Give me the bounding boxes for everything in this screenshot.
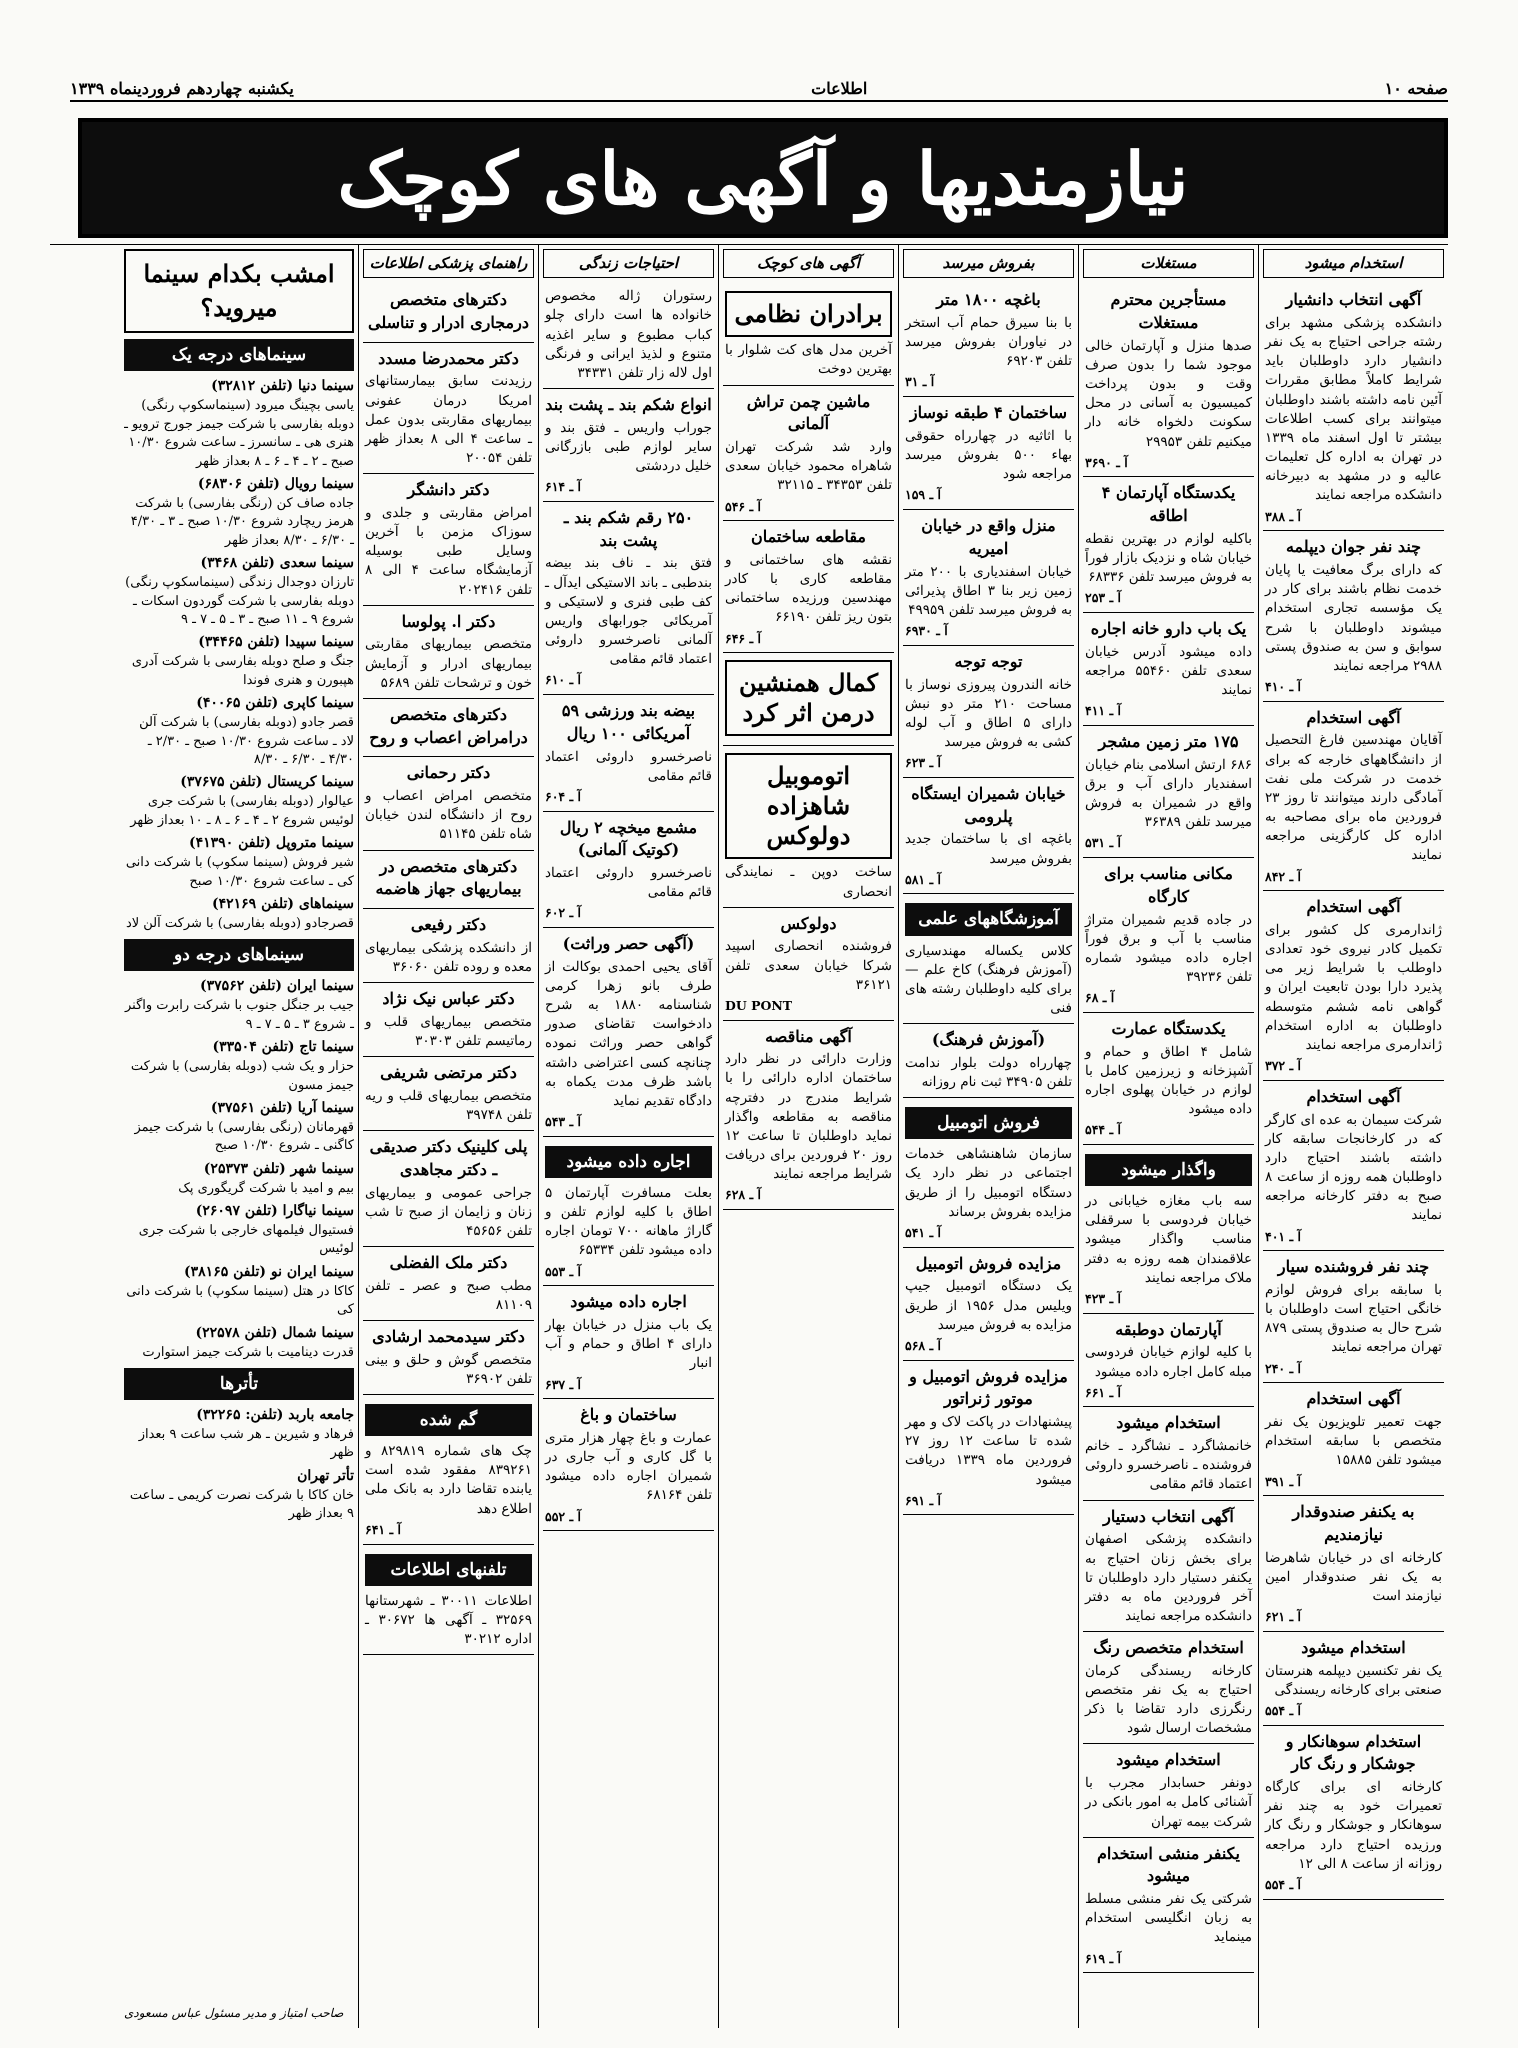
ad-body: صدها منزل و آپارتمان خالی موجود شما را بدون صرف وقت و بدون پرداخت کمیسیون به آسانی در محل سکونت دلخواه خانه دار میکنیم تلفن ۲۹۹۵۳ bbox=[1085, 337, 1252, 450]
ad-body: داده میشود آدرس خیابان سعدی تلفن ۵۵۴۶۰ مراجعه نمایند bbox=[1085, 643, 1252, 699]
classified-ad bbox=[1083, 477, 1254, 613]
classified-ad bbox=[363, 1395, 534, 1545]
ad-title: (آگهی حصر وراثت) bbox=[562, 934, 695, 954]
page-number: صفحه ۱۰ bbox=[1384, 78, 1448, 98]
display-ad-headline: اتوموبیل شاهزاده دولوکس bbox=[766, 761, 851, 851]
ad-body: کارخانه ریسندگی کرمان احتیاج به یک نفر متخصص رنگرزی دارد تقاضا با ذکر مشخصات ارسال شود bbox=[1085, 1662, 1252, 1737]
column-6 bbox=[358, 245, 538, 2028]
ad-code: آ ـ ۶۱۴ bbox=[545, 479, 581, 495]
classified-ad bbox=[1263, 1496, 1444, 1632]
display-ad-headline: کمال همنشین درمن اثر کرد bbox=[738, 668, 879, 728]
ad-body: خیابان اسفندیاری با ۲۰۰ متر زمین زیر بنا ۳ اطاق پذیرائی به فروش میرسد تلفن ۴۹۹۵۹ bbox=[905, 563, 1072, 618]
ad-code: آ ـ ۵۸۱ bbox=[905, 871, 941, 887]
ad-code: آ ـ ۳۱ bbox=[905, 374, 935, 390]
ad-title: دکتر سیدمحمد ارشادی bbox=[372, 1327, 525, 1347]
classified-ad bbox=[363, 1545, 534, 1656]
classified-ad bbox=[1263, 1081, 1444, 1251]
section-masthead: نیازمندیها و آگهی های کوچک bbox=[78, 118, 1448, 238]
ad-body: جراحی عمومی و بیماریهای زنان و زایمان از صبح تا شب تلفن ۴۵۶۵۶ bbox=[365, 1184, 532, 1239]
classified-ad bbox=[1083, 1838, 1254, 1974]
ad-code: آ ـ ۵۵۴ bbox=[1265, 1876, 1301, 1892]
classified-ad bbox=[723, 284, 894, 385]
cinema-program: فرهاد و شیرین ـ هر شب ساعت ۹ بعداز ظهر bbox=[138, 1427, 354, 1461]
ad-title: ۲۵۰ رقم شکم بند ـ پشت بند bbox=[563, 508, 694, 550]
classified-ad bbox=[903, 284, 1074, 397]
ad-body: ناصرخسرو داروئی اعتماد قائم مقامی bbox=[545, 865, 712, 901]
classified-ad bbox=[903, 1098, 1074, 1248]
ad-code: آ ـ ۴۱۱ bbox=[1085, 703, 1121, 719]
ad-title: انواع شکم بند ـ پشت بند bbox=[545, 395, 712, 415]
ad-body: فروشنده انحصاری اسپید شرکا خیابان سعدی تلفن ۳۶۱۲۱ bbox=[725, 938, 892, 993]
subsection-banner: تلفنهای اطلاعات bbox=[365, 1554, 532, 1586]
ad-title: ساختمان ۴ طبقه نوساز bbox=[909, 403, 1068, 423]
classified-ad bbox=[1083, 1314, 1254, 1408]
ad-title: استخدام میشود bbox=[1301, 1637, 1406, 1657]
column-heading: بفروش میرسد bbox=[903, 249, 1074, 278]
issue-date: یکشنبه چهاردهم فروردینماه ۱۳۳۹ bbox=[70, 78, 294, 98]
ad-body: ژاندارمری کل کشور برای تکمیل کادر نیروی خود تعدادی داوطلب با شرایط زیر می پذیرد دارا بودن تابعیت ایران و گواهی نامه ششم متوسطه داوطلبان به اداره استخدام ژاندارمری مراجعه نمایند bbox=[1265, 922, 1442, 1053]
ad-body: شرکت سیمان به عده ای کارگر که در کارخانجات سابقه کار داشته باشند احتیاج دارد داوطلبان همه روزه از ساعت ۸ صبح به دفتر کارخانه مراجعه نمایند bbox=[1265, 1111, 1442, 1224]
ad-title: (آموزش فرهنگ) bbox=[931, 1030, 1046, 1050]
theaters-banner: تأترها bbox=[124, 1368, 354, 1400]
second-class-cinemas-banner: سینماهای درجه دو bbox=[124, 939, 354, 971]
paper-name: اطلاعات bbox=[811, 78, 868, 98]
ad-title: مزایده فروش اتومبیل bbox=[915, 1253, 1062, 1273]
classified-ad bbox=[903, 510, 1074, 646]
classified-ad bbox=[1263, 702, 1444, 892]
publisher-signature: صاحب امتیاز و مدیر مسئول عباس مسعودی bbox=[124, 2005, 344, 2020]
ad-title: یکدستگاه عمارت bbox=[1111, 1018, 1226, 1038]
ad-body: فتق بند ـ ناف بند بیضه بندطبی ـ باند الاستیکی ایدآل ـ کف طبی فنری و لاستیکی و آمریکائی جورابهای واریس آلمانی ناصرخسرو داروئی اعتماد قائم مقامی bbox=[545, 555, 712, 668]
classified-ad bbox=[1083, 1145, 1254, 1314]
ad-code: آ ـ ۶۹۳۰ bbox=[905, 623, 948, 639]
ad-body: جوراب واریس ـ فتق بند و سایر لوازم طبی بازرگانی خلیل دردشتی bbox=[545, 419, 712, 475]
ad-body: با کلیه لوازم خیابان فردوسی مبله کامل اجاره داده میشود bbox=[1085, 1344, 1252, 1380]
ad-columns bbox=[50, 244, 1448, 2028]
ad-body: متخصص بیماریهای مقاربتی بیماریهای ادرار و آزمایش خون و ترشحات تلفن ۵۶۸۹ bbox=[365, 636, 532, 691]
classified-ad bbox=[723, 1021, 894, 1211]
classified-ad bbox=[543, 812, 714, 929]
cinema-program: فستیوال فیلمهای خارجی با شرکت جری لوئیس bbox=[138, 1223, 354, 1257]
classified-ad bbox=[903, 894, 1074, 1024]
ad-body: متخصص بیماریهای قلب و ریه تلفن ۳۹۷۴۸ bbox=[365, 1087, 532, 1123]
cinema-program: قصرجادو (دوبله بفارسی) با شرکت آلن لاد bbox=[125, 915, 354, 931]
ad-body: ۶۸۶ ارتش اسلامی بنام خیابان اسفندیار دارای آب و برق واقع در شمیران به فروش میرسد تلفن ۳۶۳۸۹ bbox=[1085, 756, 1252, 831]
display-ad bbox=[725, 753, 892, 859]
classified-ad bbox=[1263, 1251, 1444, 1383]
ad-body: باغچه ای با ساختمان جدید بفروش میرسد bbox=[905, 831, 1072, 867]
ad-body: مطب صبح و عصر ـ تلفن ۸۱۱۰۹ bbox=[365, 1277, 532, 1313]
classified-ad bbox=[363, 474, 534, 606]
ad-title: دکتر محمدرضا مسدد bbox=[378, 348, 519, 368]
ad-code: آ ـ ۶۰۲ bbox=[545, 905, 581, 921]
classified-ad bbox=[1083, 1744, 1254, 1837]
ad-body: با سابقه برای فروش لوازم خانگی احتیاج است داوطلبان با شرح حال به صندوق پستی ۸۷۹ تهران مراجعه نمایند bbox=[1265, 1281, 1442, 1356]
ad-code: آ ـ ۳۶۹۰ bbox=[1085, 454, 1128, 470]
classified-ad bbox=[723, 386, 894, 522]
ad-title: آگهی استخدام bbox=[1306, 897, 1401, 917]
cinema-name: سینما شمال (تلفن ۲۲۵۷۸) bbox=[195, 1324, 354, 1341]
ad-title: آگهی استخدام bbox=[1306, 707, 1401, 727]
classified-ad bbox=[363, 284, 534, 342]
ad-title: استخدام متخصص رنگ bbox=[1093, 1638, 1244, 1658]
cinema-name: تأتر تهران bbox=[297, 1467, 354, 1484]
classified-ad bbox=[543, 695, 714, 812]
classified-ad bbox=[903, 1024, 1074, 1098]
ad-title: چند نفر جوان دیپلمه bbox=[1285, 537, 1422, 557]
ad-code: آ ـ ۵۴۱ bbox=[905, 1224, 941, 1240]
classified-ad bbox=[1083, 1501, 1254, 1633]
ad-code: آ ـ ۲۵۳ bbox=[1085, 590, 1121, 606]
ad-title: دکتر عباس نیک نژاد bbox=[382, 989, 515, 1009]
ad-title: پلی کلینیک دکتر صدیقی ـ دکتر مجاهدی bbox=[369, 1137, 528, 1179]
ad-title: توجه توجه bbox=[954, 651, 1023, 671]
ad-code: آ ـ ۵۵۲ bbox=[545, 1508, 581, 1524]
cinema-name: سینما کاپری (تلفن ۴۰۰۶۵) bbox=[196, 695, 354, 712]
ad-title: آگهی انتخاب دانشیار bbox=[1285, 290, 1422, 310]
ad-title: دکترهای متخصص درمجاری ادرار و تناسلی bbox=[368, 290, 529, 333]
cinema-name: سینما ایران نو (تلفن ۳۸۱۶۵) bbox=[184, 1263, 354, 1280]
ad-body: رزیدنت سابق بیمارستانهای امریکا درمان عفونی بیماریهای مقاربتی بدون عمل ـ ساعت ۴ الی ۸ بعداز ظهر تلفن ۲۰۰۵۴ bbox=[365, 373, 532, 467]
cinema-name: سینما دنیا (تلفن ۳۲۸۱۲) bbox=[211, 378, 354, 395]
ad-body: آقای یحیی احمدی بوکالت از طرف بانو زهرا کرمی شناسنامه ۱۸۸۰ به شرح دادخواست تقاضای صدور گواهی حصر وراثت نموده چنانچه کسی اعتراضی داشته باشد ظرف مدت یکماه به دادگاه تقدیم نماید bbox=[545, 958, 712, 1109]
ad-title: آپارتمان دوطبقه bbox=[1115, 1319, 1222, 1339]
ad-title: ماشین چمن تراش آلمانی bbox=[746, 391, 871, 434]
ad-body: یک نفر تکنسین دیپلمه هنرستان صنعتی برای کارخانه ریسندگی bbox=[1265, 1662, 1442, 1698]
classified-ad bbox=[543, 389, 714, 502]
cinema-name: جامعه باربد (تلفن: ۳۲۲۶۵) bbox=[196, 1407, 354, 1424]
ad-body: وزارت دارائی در نظر دارد ساختمان اداره دارائی را با شرایط مندرج در دفترچه مناقصه به مقاطعه واگذار نماید داوطلبان تا ساعت ۱۲ روز ۲۰ فروردین برای دریافت شرایط مراجعه نمایند bbox=[725, 1051, 892, 1183]
cinema-program: تارزان دوجدال زندگی (سینماسکوپ رنگی) دوبله بفارسی با شرکت گوردون اسکات ـ شروع ۹ ـ ۱۱ صبح ـ ۳ ـ ۵ ـ ۷ ـ ۹ bbox=[125, 575, 354, 627]
ad-body: یک باب منزل در خیابان بهار دارای ۴ اطاق و حمام و آب انبار bbox=[545, 1317, 712, 1372]
classified-ad bbox=[363, 1057, 534, 1131]
classified-ad bbox=[1263, 1632, 1444, 1726]
ad-code: آ ـ ۶۶۱ bbox=[1085, 1384, 1121, 1400]
ad-body: سازمان شاهنشاهی خدمات اجتماعی در نظر دارد یک دستگاه اتومبیل را از طریق مزایده بفروش برساند bbox=[905, 1146, 1072, 1220]
classified-ad bbox=[1263, 1383, 1444, 1496]
column-heading: احتیاجات زندگی bbox=[543, 249, 714, 278]
cinema-name: سینما کریستال (تلفن ۳۷۶۷۵) bbox=[180, 774, 354, 791]
ad-code: آ ـ ۵۴۶ bbox=[725, 498, 761, 514]
ad-code: آ ـ ۶۹۱ bbox=[905, 1492, 941, 1508]
ad-body: شامل ۴ اطاق و حمام و آشپزخانه و زیرزمین کامل با لوازم در خیابان پهلوی اجاره داده میشود bbox=[1085, 1043, 1252, 1118]
ad-body: خانمشاگرد ـ نشاگرد ـ خانم فروشنده ـ ناصرخسرو داروئی اعتماد قائم مقامی bbox=[1085, 1438, 1252, 1493]
ad-title: دولوکس bbox=[780, 913, 837, 933]
ad-title: دکترهای متخصص درامراض اعصاب و روح bbox=[369, 704, 528, 747]
cinema-program: یاسی بچینگ میرود (سینماسکوپ رنگی) دوبله بفارسی با شرکت جیمز جورج ترویو ـ هنری هی ـ سانسرز ـ ساعت شروع ۱۰/۳۰ صبح ـ ۲ ـ ۴ ـ ۶ ـ ۸ بعداز ظهر bbox=[124, 398, 354, 469]
column-heading: راهنمای پزشکی اطلاعات bbox=[363, 249, 534, 278]
ad-title: یک باب دارو خانه اجاره bbox=[1090, 619, 1247, 639]
ad-code: آ ـ ۱۵۹ bbox=[905, 487, 941, 503]
ad-title: آگهی انتخاب دستیار bbox=[1103, 1506, 1234, 1526]
ad-title: دکتر ا. پولوسا bbox=[401, 611, 496, 631]
ad-code: آ ـ ۳۹۱ bbox=[1265, 1473, 1301, 1489]
cinema-name: سینما شهر (تلفن ۲۵۳۷۳) bbox=[203, 1160, 354, 1177]
subsection-banner: آموزشگاههای علمی bbox=[905, 903, 1072, 935]
classified-ad bbox=[363, 1131, 534, 1247]
ad-body: شرکتی یک نفر منشی مسلط به زبان انگلیسی استخدام مینماید bbox=[1085, 1891, 1252, 1946]
ad-body: دونفر حسابدار مجرب با آشنائی کامل به امور بانکی در شرکت بیمه تهران bbox=[1085, 1775, 1252, 1830]
ad-code: آ ـ ۳۷۲ bbox=[1265, 1058, 1301, 1074]
ad-code: آ ـ ۶۴۱ bbox=[365, 1521, 401, 1537]
ad-body: که دارای برگ معافیت یا پایان خدمت نظام باشند برای کار در یک مؤسسه تجاری استخدام میشوند داوطلبان با شرح سوابق و سن به صندوق پستی ۲۹۸۸ مراجعه نمایند bbox=[1265, 562, 1442, 674]
ad-code: DU PONT bbox=[725, 997, 793, 1013]
column-5 bbox=[538, 245, 718, 2028]
ad-code: آ ـ ۶۲۸ bbox=[725, 1187, 761, 1203]
cinema-name: سینما نیاگارا (تلفن ۲۶۰۹۷) bbox=[195, 1203, 354, 1220]
subsection-banner: فروش اتومبیل bbox=[905, 1107, 1072, 1139]
ad-body: متخصص امراض اعصاب و روح از دانشگاه لندن خیابان شاه تلفن ۵۱۱۴۵ bbox=[365, 788, 532, 843]
ad-code: آ ـ ۶۲۳ bbox=[905, 755, 941, 771]
ad-code: آ ـ ۶۱۰ bbox=[545, 672, 581, 688]
classified-ad bbox=[363, 343, 534, 475]
ad-body: آخرین مدل های کت شلوار با بهترین دوخت bbox=[725, 342, 892, 378]
subsection-banner: اجاره داده میشود bbox=[545, 1146, 712, 1178]
classified-ad bbox=[903, 1361, 1074, 1516]
ad-title: مکانی مناسب برای کارگاه bbox=[1104, 864, 1233, 906]
classified-ad bbox=[1083, 1013, 1254, 1145]
ad-code: آ ـ ۵۶۸ bbox=[905, 1337, 941, 1353]
display-ad bbox=[725, 291, 892, 337]
classified-ad bbox=[723, 653, 894, 746]
classified-ad bbox=[903, 1248, 1074, 1361]
ad-body: با اثاثیه در چهارراه حقوقی بهاء ۵۰۰ بفروش میرسد مراجعه شود bbox=[905, 427, 1072, 483]
ad-title: مشمع میخچه ۲ ریال (کوتیک آلمانی) bbox=[559, 817, 698, 860]
ad-body: آقایان مهندسین فارغ التحصیل از دانشگاههای خارجه که برای خدمت در شرکت ملی نفت آمادگی دارند میتوانند تا روز ۲۳ فروردین ماه برای مصاحبه به اداره کل کارگزینی مراجعه نمایند bbox=[1265, 732, 1442, 864]
ad-body: بعلت مسافرت آپارتمان ۵ اطاق با کلیه لوازم تلفن و گاراژ ماهانه ۷۰۰ تومان اجاره داده میشود تلفن ۶۵۳۳۴ bbox=[545, 1184, 712, 1259]
classified-ad bbox=[903, 397, 1074, 510]
cinema-program: قصر جادو (دوبله بفارسی) با شرکت آلن لاد ـ ساعت شروع ۱۰/۳۰ صبح ـ ۲/۳۰ ـ ۴/۳۰ ـ ۶/۳۰ ـ ۸/۳۰ bbox=[139, 715, 354, 767]
ad-code: آ ـ ۶۴۶ bbox=[725, 630, 761, 646]
ad-body: کلاس یکساله مهندسیاری (آموزش فرهنگ) کاخ علم — برای کلیه داوطلبان رشته های فنی bbox=[905, 942, 1072, 1017]
classified-ad bbox=[363, 757, 534, 850]
ad-title: استخدام سوهانکار و جوشکار و رنگ کار bbox=[1285, 1731, 1422, 1774]
classified-ad bbox=[1083, 1632, 1254, 1744]
ad-title: بیضه بند ورزشی ۵۹ آمریکائی ۱۰۰ ریال bbox=[561, 701, 696, 743]
ad-title: یکنفر منشی استخدام میشود bbox=[1097, 1843, 1240, 1886]
column-heading: استخدام میشود bbox=[1263, 249, 1444, 278]
cinema-program: خان کاکا با شرکت نصرت کریمی ـ ساعت ۹ بعداز ظهر bbox=[129, 1487, 354, 1522]
cinema-name: سینما سعدی (تلفن ۳۴۶۸) bbox=[200, 555, 354, 572]
ad-title: دکتر ملک الفضلی bbox=[389, 1252, 508, 1272]
ad-title: مقاطعه ساختمان bbox=[750, 527, 866, 547]
cinema-program: کاکا در هتل (سینما سکوپ) با شرکت دانی کی bbox=[126, 1283, 354, 1318]
ad-title: باغچه ۱۸۰۰ متر bbox=[936, 290, 1041, 310]
cinema-program: قهرمانان (رنگی بفارسی) با شرکت جیمز کاگنی ـ شروع ۱۰/۳۰ صبح bbox=[134, 1119, 354, 1154]
classified-ad bbox=[543, 284, 714, 389]
ad-code: آ ـ ۶۱۹ bbox=[1085, 1950, 1121, 1966]
display-ad bbox=[725, 660, 892, 736]
classified-ad bbox=[543, 1399, 714, 1531]
ad-title: آگهی استخدام bbox=[1306, 1389, 1401, 1409]
subsection-banner: واگذار میشود bbox=[1085, 1154, 1252, 1186]
ad-body: سه باب مغازه خیابانی در خیابان فردوسی با سرقفلی مناسب واگذار میشود علاقمندان همه روزه به دفتر ملاک مراجعه نمایند bbox=[1085, 1193, 1252, 1286]
ad-code: آ ـ ۲۴۰ bbox=[1265, 1360, 1301, 1376]
ad-body: ساخت دوپن ـ نمایندگی انحصاری bbox=[725, 864, 892, 900]
ad-body: چک های شماره ۸۲۹۸۱۹ و ۸۳۹۲۶۱ مفقود شده است یابنده تقاضا دارد به بانک ملی اطلاع دهد bbox=[365, 1443, 532, 1517]
column-heading: مستغلات bbox=[1083, 249, 1254, 278]
ad-code: آ ـ ۶۳۷ bbox=[545, 1376, 581, 1392]
ad-code: آ ـ ۵۴۳ bbox=[545, 1114, 581, 1130]
ad-body: جهت تعمیر تلویزیون یک نفر متخصص با سابقه استخدام میشود تلفن ۱۵۸۸۵ bbox=[1265, 1414, 1442, 1469]
classified-ad bbox=[723, 746, 894, 907]
ad-body: ناصرخسرو داروئی اعتماد قائم مقامی bbox=[545, 748, 712, 784]
classified-ad bbox=[363, 983, 534, 1057]
classified-ad bbox=[363, 606, 534, 699]
ad-body: دانشکده پزشکی مشهد برای رشته جراحی احتیاج به یک نفر دانشیار دارد داوطلبان باید شرایط کاملاً مطابق مقررات آئین نامه داشته باشند داوطلبان میتوانند برای کسب اطلاعات بیشتر تا اول اسفند ماه ۱۳۳۹ در تهران به اداره کل تعلیمات عالیه و در مشهد به دبیرخانه دانشکده مراجعه نمایند bbox=[1265, 315, 1442, 504]
ad-title: آگهی استخدام bbox=[1306, 1086, 1401, 1106]
classified-ad bbox=[1263, 1726, 1444, 1900]
cinema-name: سینما متروپل (تلفن ۴۱۳۹۰) bbox=[189, 835, 354, 852]
ad-code: آ ـ ۶۲۱ bbox=[1265, 1609, 1301, 1625]
ad-title: استخدام میشود bbox=[1116, 1413, 1221, 1433]
cinema-heading: امشب بکدام سینما میروید؟ bbox=[124, 249, 354, 333]
ad-title: ۱۷۵ متر زمین مشجر bbox=[1098, 732, 1239, 752]
ad-code: آ ـ ۸۴۲ bbox=[1265, 868, 1301, 884]
classified-ad bbox=[903, 778, 1074, 895]
cinema-program: بیم و امید با شرکت گریگوری پک bbox=[178, 1180, 354, 1196]
classified-ad bbox=[543, 502, 714, 695]
classified-ad bbox=[363, 1321, 534, 1395]
ad-title: آگهی مناقصه bbox=[765, 1026, 852, 1046]
first-class-cinemas-banner: سینماهای درجه یک bbox=[124, 339, 354, 371]
classified-ad bbox=[363, 699, 534, 757]
ad-body: یک دستگاه اتومبیل جیپ ویلیس مدل ۱۹۵۶ از طریق مزایده به فروش میرسد bbox=[905, 1278, 1072, 1333]
ad-title: مستأجرین محترم مستغلات bbox=[1110, 290, 1227, 333]
cinema-program: حزار و یک شب (دوبله بفارسی) با شرکت جیمز مسون bbox=[130, 1059, 354, 1093]
display-ad-headline: برادران نظامی bbox=[734, 299, 883, 329]
ad-code: آ ـ ۵۵۳ bbox=[545, 1263, 581, 1279]
folio-bar bbox=[70, 76, 1448, 102]
cinema-name: سینما ایران (تلفن ۳۷۵۶۲) bbox=[200, 978, 354, 995]
ad-body: از دانشکده پزشکی بیماریهای معده و روده تلفن ۳۶۰۶۰ bbox=[365, 939, 532, 975]
ad-body: خانه الندرون پیروزی نوساز با مساحت ۲۱۰ متر دو نبش دارای ۵ اطاق و آب لوله کشی به فروش میرسد bbox=[905, 676, 1072, 751]
ad-body: رستوران ژاله مخصوص خانواده ها است دارای چلو کباب مطبوع و سایر اغذیه متنوع و لذیذ ایرانی و فرنگی اول لاله زار تلفن ۳۴۳۳۱ bbox=[545, 288, 712, 381]
cinema-program: جنگ و صلح دوبله بفارسی با شرکت آدری هپبورن و هنری فوندا bbox=[131, 654, 354, 688]
ad-code: آ ـ ۵۳۱ bbox=[1085, 835, 1121, 851]
classified-ad bbox=[903, 646, 1074, 778]
ad-body: کارخانه ای برای کارگاه تعمیرات خود به چند نفر سوهانکار و جوشکار و رنگ کار ورزیده احتیاج دارد مراجعه روزانه از ساعت ۸ الی ۱۲ bbox=[1265, 1779, 1442, 1872]
ad-body: دانشکده پزشکی اصفهان برای بخش زنان احتیاج به یکنفر دستیار دارد داوطلبان تا آخر فروردین ماه به دفتر دانشکده مراجعه نمایند bbox=[1085, 1531, 1252, 1624]
ad-title: دکتر مرتضی شریفی bbox=[380, 1063, 517, 1083]
ad-title: مزایده فروش اتومبیل و موتور ژنراتور bbox=[909, 1366, 1068, 1409]
ad-body: اطلاعات ۳۰۰۱۱ ـ شهرستانها ۳۲۵۶۹ ـ آگهی ها ۳۰۶۷۲ ـ اداره ۳۰۲۱۲ bbox=[365, 1592, 532, 1647]
classified-ad bbox=[1083, 284, 1254, 477]
column-1 bbox=[1258, 245, 1448, 2028]
ad-code: آ ـ ۴۰۱ bbox=[1265, 1228, 1301, 1244]
ad-code: آ ـ ۶۸ bbox=[1085, 990, 1115, 1006]
ad-title: اجاره داده میشود bbox=[570, 1292, 687, 1312]
ad-code: آ ـ ۵۵۴ bbox=[1265, 1702, 1301, 1718]
classified-ad bbox=[1263, 284, 1444, 531]
ad-title: منزل واقع در خیابان امیریه bbox=[921, 516, 1056, 558]
classified-ad bbox=[363, 1247, 534, 1321]
ad-title: دکترهای متخصص در بیماریهای جهاز هاضمه bbox=[375, 856, 522, 899]
cinema-name: سینما سپیدا (تلفن ۳۴۴۶۵) bbox=[198, 634, 354, 651]
ad-title: به یکنفر صندوقدار نیازمندیم bbox=[1292, 1502, 1415, 1545]
ad-body: متخصص گوش و حلق و بینی تلفن ۳۶۹۰۲ bbox=[365, 1351, 532, 1387]
ad-title: خیابان شمیران ایستگاه پلرومی bbox=[911, 783, 1066, 826]
ad-code: آ ـ ۴۱۰ bbox=[1265, 678, 1301, 694]
classified-ad bbox=[1083, 858, 1254, 1013]
ad-body: چهارراه دولت بلوار ندامت تلفن ۳۴۹۰۵ ثبت نام روزانه bbox=[905, 1054, 1072, 1091]
cinema-name: سینما رویال (تلفن ۶۸۳۰۶) bbox=[197, 475, 354, 492]
ad-title: دکتر رفیعی bbox=[410, 914, 487, 934]
classified-ad bbox=[543, 1137, 714, 1287]
ad-body: کارخانه ای در خیابان شاهرضا به یک نفر صندوقدار امین نیازمند است bbox=[1265, 1549, 1442, 1605]
classified-ad bbox=[363, 909, 534, 983]
classified-ad bbox=[1083, 726, 1254, 858]
classified-ad bbox=[1083, 1407, 1254, 1500]
cinema-program: جیب بر جنگل جنوب با شرکت رابرت واگنر ـ شروع ۳ ـ ۵ ـ ۷ ـ ۹ bbox=[124, 998, 354, 1032]
column-3 bbox=[898, 245, 1078, 2028]
classified-ad bbox=[543, 928, 714, 1137]
ad-body: متخصص بیماریهای قلب و رماتیسم تلفن ۳۰۳۰۳ bbox=[365, 1013, 532, 1049]
classified-ad bbox=[1263, 891, 1444, 1081]
ad-title: استخدام میشود bbox=[1116, 1750, 1221, 1770]
classified-ad bbox=[723, 908, 894, 1021]
ad-title: چند نفر فروشنده سیار bbox=[1277, 1257, 1430, 1277]
ad-title: دکتر دانشگر bbox=[407, 480, 490, 500]
cinema-program: شیر فروش (سینما سکوپ) با شرکت دانی کی ـ ساعت شروع ۱۰/۳۰ صبح bbox=[125, 855, 354, 889]
cinema-name: سینماهای (تلفن ۴۲۱۶۹) bbox=[211, 896, 354, 913]
classified-ad bbox=[543, 1286, 714, 1399]
cinema-name: سینما آریا (تلفن ۳۷۵۶۱) bbox=[210, 1100, 354, 1117]
ad-code: آ ـ ۶۰۴ bbox=[545, 788, 581, 804]
ad-body: با بنا سیرق حمام آب استخر در نیاوران بفروش میرسد تلفن ۶۹۲۰۳ bbox=[905, 315, 1072, 370]
classified-ad bbox=[723, 521, 894, 653]
ad-title: ساختمان و باغ bbox=[580, 1405, 677, 1425]
ad-body: در جاده قدیم شمیران متراژ مناسب با آب و برق فوراً اجاره داده میشود شماره تلفن ۳۹۲۳۶ bbox=[1085, 911, 1252, 986]
ad-title: دکتر رحمانی bbox=[406, 763, 491, 783]
ad-code: آ ـ ۴۲۳ bbox=[1085, 1290, 1121, 1306]
ad-body: وارد شد شرکت تهران شاهراه محمود خیابان سعدی تلفن ۳۴۳۵۳ ـ ۳۲۱۱۵ bbox=[725, 439, 892, 494]
ad-body: پیشنهادات در پاکت لاک و مهر شده تا ساعت ۱۲ روز ۲۷ فروردین ماه ۱۳۳۹ دریافت میشود bbox=[905, 1414, 1072, 1488]
classified-ad bbox=[363, 851, 534, 909]
ad-title: یکدستگاه آپارتمان ۴ اطاقه bbox=[1101, 483, 1236, 526]
cinema-program: جاده صاف کن (رنگی بفارسی) با شرکت هرمز ریچارد شروع ۱۰/۳۰ صبح ـ ۳ ـ ۴/۳۰ ـ ۶/۳۰ ـ ۸/۳۰ بعداز ظهر bbox=[130, 495, 354, 548]
ad-code: آ ـ ۵۴۴ bbox=[1085, 1122, 1121, 1138]
ad-body: نقشه های ساختمانی و مقاطعه کاری با کادر مهندسین ورزیده ساختمانی بتون ریز تلفن ۶۶۱۹۰ bbox=[725, 551, 892, 626]
subsection-banner: گم شده bbox=[365, 1404, 532, 1436]
cinema-name: سینما تاج (تلفن ۳۳۵۰۴) bbox=[212, 1039, 354, 1056]
column-2 bbox=[1078, 245, 1258, 2028]
ad-body: امراض مقاربتی و جلدی و سوزاک مزمن با آخرین وسایل طبی بوسیله آزمایشگاه ساعت ۴ الی ۸ تلفن ۲۰۲۴۱۶ bbox=[365, 504, 532, 598]
classified-ad bbox=[1083, 613, 1254, 726]
ad-body: عمارت و باغ چهار هزار متری با گل کاری و آب جاری در شمیران اجاره داده میشود تلفن ۶۸۱۶۴ bbox=[545, 1430, 712, 1504]
column-heading: آگهی های کوچک bbox=[723, 249, 894, 278]
ad-code: آ ـ ۳۸۸ bbox=[1265, 508, 1301, 524]
cinema-program: عیالوار (دوبله بفارسی) با شرکت جری لوئیس شروع ۲ ـ ۴ ـ ۶ ـ ۸ ـ ۱۰ بعداز ظهر bbox=[130, 794, 354, 828]
ad-body: باکلیه لوازم در بهترین نقطه خیابان شاه و نزدیک بازار فوراً به فروش میرسد تلفن ۶۸۳۳۶ bbox=[1085, 530, 1252, 586]
classified-ad bbox=[1263, 531, 1444, 701]
cinema-column bbox=[120, 245, 358, 2028]
column-4 bbox=[718, 245, 898, 2028]
cinema-program: قدرت دینامیت با شرکت جیمز استوارت bbox=[142, 1344, 354, 1360]
